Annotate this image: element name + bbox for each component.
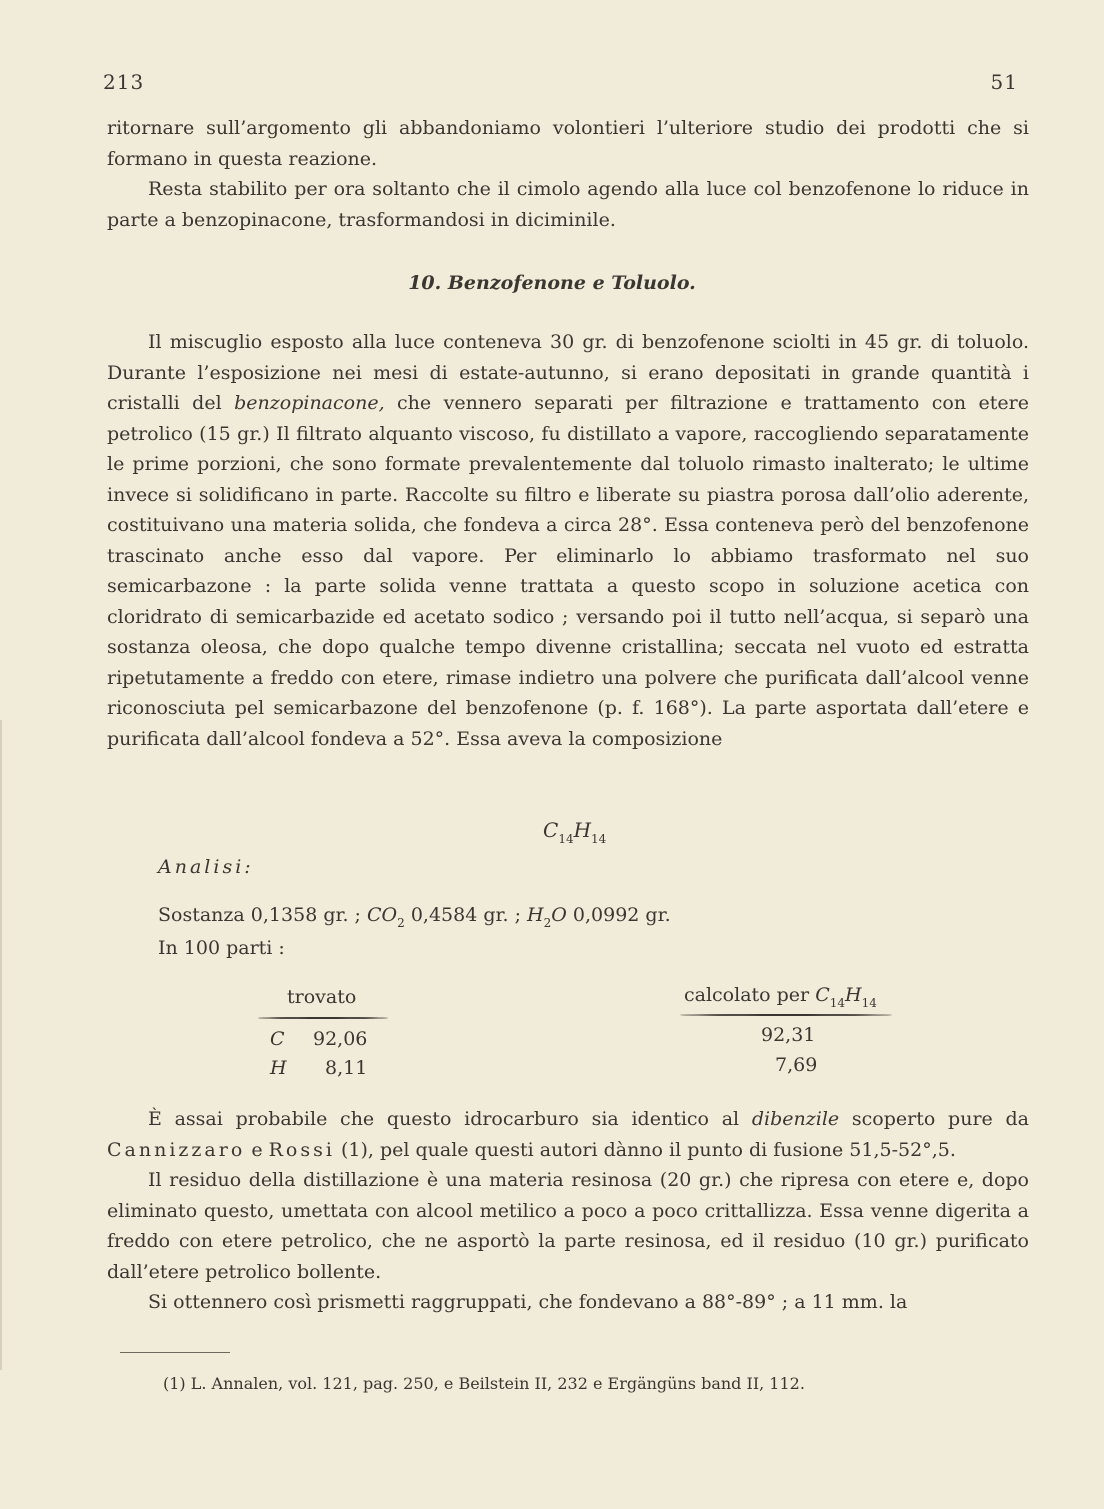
page-margin-shadow [0, 720, 2, 1370]
row-c-found: 92,06 [313, 1028, 368, 1050]
page-number-left: 213 [103, 70, 145, 94]
row-c-calc: 92,31 [761, 1024, 816, 1046]
page-number-right: 51 [990, 70, 1018, 94]
main-text-part2: che vennero separati per filtrazione e trattamento con etere petrolico (15 gr.) Il filtrato alquanto viscoso, fu distillato a vapore, raccogliendo separatamente le prime porzioni, che sono formate prevalentemente dal toluolo rimasto inalterato; le ultime invece si solidificano in parte. Raccolte su filtro e liberate su piastra porosa dall’olio aderente, costituivano una materia solida, che fondeva a circa 28°. Essa conteneva però del benzofenone trascinato anche esso dal vapore. Per eliminarlo lo abbiamo trasformato nel suo semicarbazone : la parte solida venne trattata a questo scopo in soluzione acetica con cloridrato di semicarbazide ed acetato sodico ; versando poi il tutto nell’acqua, si separò una sostanza oleosa, che dopo qualche tempo divenne cristallina; seccata nel vuoto ed estratta ripetutamente a freddo con etere, rimase indietro una polvere che purificata dall’alcool venne riconosciuta pel semicarbazone del benzofenone (p. f. 168°). La parte asportata dall’etere e purificata dall’alcool fondeva a 52°. Essa aveva la composizione [107, 392, 1029, 750]
footnote-rule [120, 1352, 230, 1353]
table-rule-right [680, 1014, 892, 1016]
lower-paragraphs [107, 1104, 1029, 1318]
row-h-element: H [270, 1057, 287, 1079]
table-rule-left [258, 1017, 388, 1019]
row-h-found: 8,11 [325, 1057, 368, 1079]
formula-c14h14: $C_{14}H_{14}$ [543, 818, 607, 846]
top-paragraphs [107, 113, 1029, 235]
table-header-trovato: trovato [287, 986, 357, 1008]
sostanza-line: Sostanza 0,1358 gr. ; $CO_2$ 0,4584 gr. ; $H_2O$ 0,0992 gr. [158, 904, 671, 930]
main-text-part1: Il miscuglio esposto alla luce conteneva 30 gr. di benzofenone sciolti in 45 gr. di toluolo. Durante l’esposizione nei mesi di estate-autunno, si erano depositati in grande quantità i cristalli del [107, 331, 1029, 414]
paragraph-resta: Resta stabilito per ora soltanto che il cimolo agendo alla luce col benzofenone lo riduce in parte a benzopinacone, trasformandosi in diciminile. [107, 178, 1029, 231]
paragraph-dibenzile: È assai probabile che questo idrocarburo sia identico al dibenzile scoperto pure da Cannizzaro e Rossi (1), pel quale questi autori dànno il punto di fusione 51,5-52°,5. [107, 1108, 1029, 1161]
footnote: (1) L. Annalen, vol. 121, pag. 250, e Beilstein II, 232 e Ergängüns band II, 112. [163, 1374, 805, 1393]
main-paragraph [107, 327, 1029, 754]
row-c-element: C [270, 1028, 285, 1050]
paragraph-residuo: Il residuo della distillazione è una materia resinosa (20 gr.) che ripresa con etere e, dopo eliminato questo, umettata con alcool metilico a poco a poco crittallizza. Essa venne digerita a freddo con etere petrolico, che ne asportò la parte resinosa, ed il residuo (10 gr.) purificato dall’etere petrolico bollente. [107, 1169, 1029, 1283]
analisi-label: Analisi: [158, 856, 254, 878]
parti-line: In 100 parti : [158, 937, 285, 959]
paragraph-prismetti: Si ottennero così prismetti raggruppati, che fondevano a 88°-89° ; a 11 mm. la [148, 1291, 908, 1313]
section-title: 10. Benzofenone e Toluolo. [408, 272, 696, 294]
row-h-calc: 7,69 [775, 1054, 818, 1076]
table-header-calcolato: calcolato per $C_{14}H_{14}$ [684, 984, 877, 1010]
benzopinacone-term: benzopinacone, [234, 392, 385, 414]
paragraph-continuation: ritornare sull’argomento gli abbandoniamo volontieri l’ulteriore studio dei prodotti che si formano in questa reazione. [107, 117, 1029, 170]
